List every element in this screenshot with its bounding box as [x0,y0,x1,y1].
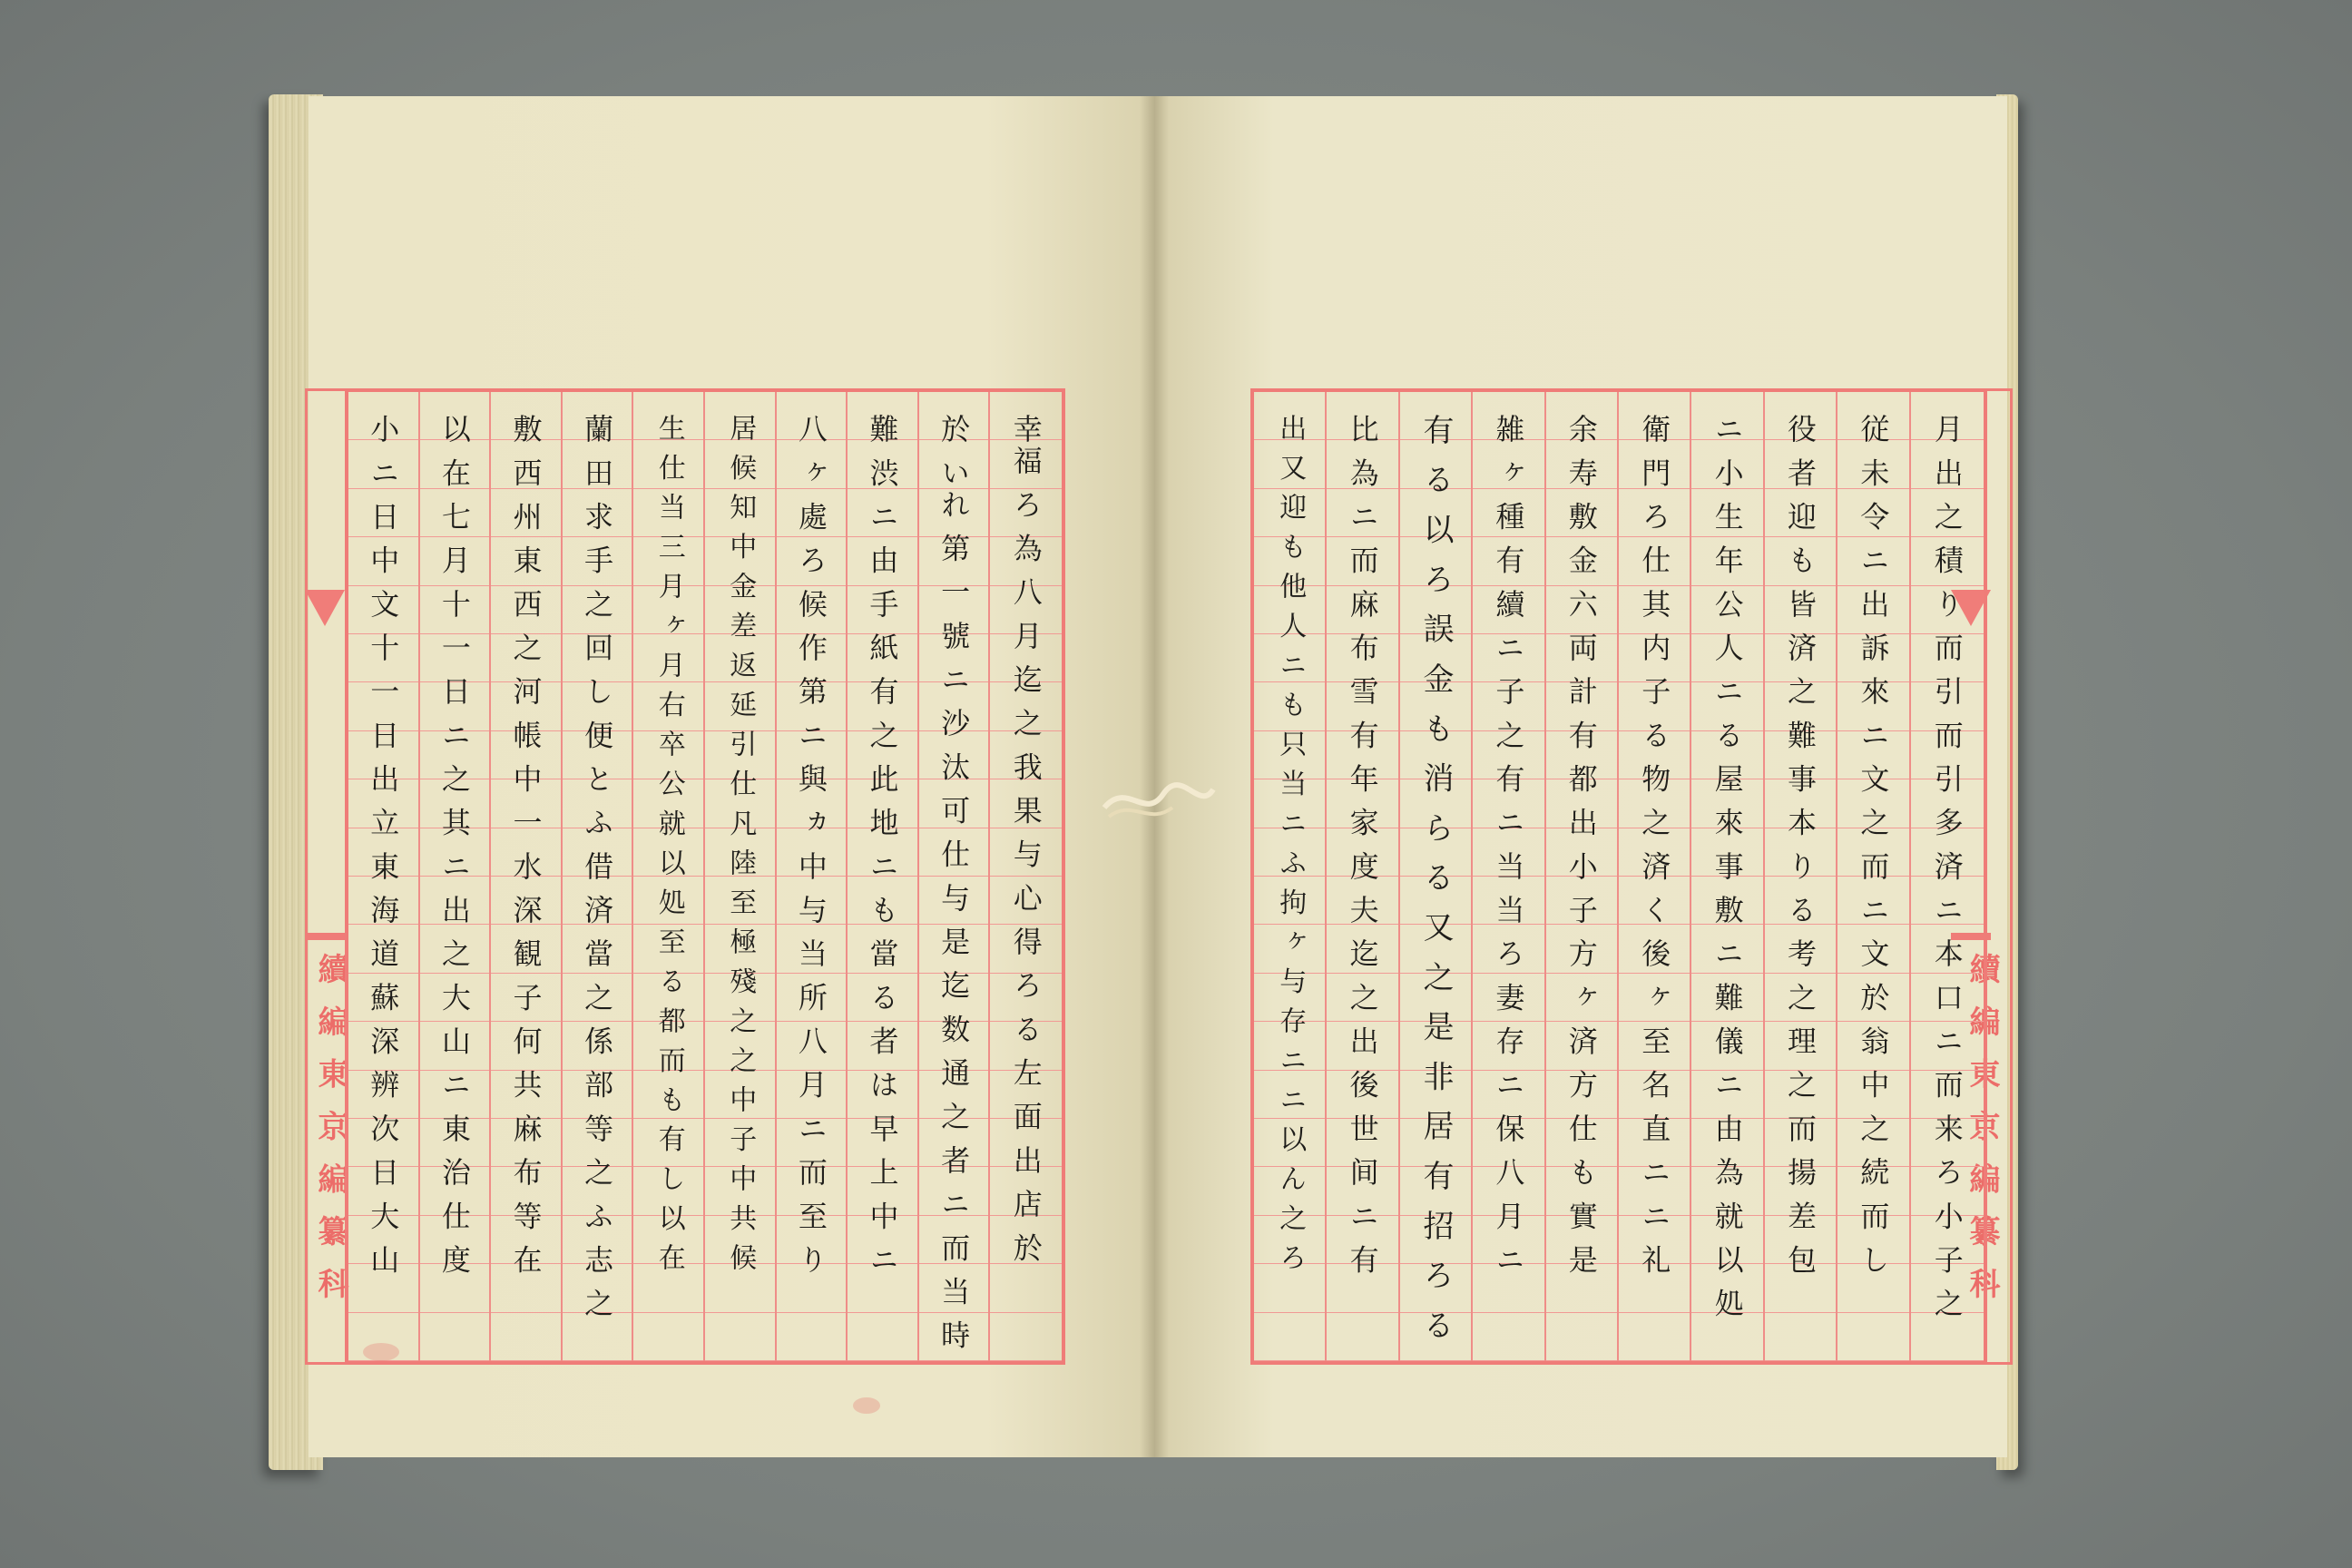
column-text: 八 ヶ 處 ろ 候 作 第 ニ 與 ヵ 中 与 当 所 八 月 ニ 而 至 り [793,414,828,1277]
red-ink-stain [363,1343,399,1361]
column-text: 居 候 知 中 金 差 返 延 引 仕 凡 陸 至 極 殘 之 之 中 子 中 共 候 [724,414,757,1273]
grid-cell [1911,1313,1984,1361]
red-ink-stain [853,1397,880,1414]
grid-cell [1619,1313,1690,1361]
grid-cell [1765,1313,1836,1361]
text-column [1911,392,1984,1361]
grid-cell [990,1264,1062,1312]
column-text: 蘭 田 求 手 之 回 し 便 と ふ 借 済 當 之 係 部 等 之 ふ 志 之 [580,414,615,1320]
text-column [1473,392,1545,1361]
column-text: 余 寿 敷 金 六 両 計 有 都 出 小 子 方 ヶ 済 方 仕 も 實 是 [1563,414,1599,1277]
text-column [990,392,1062,1361]
binding-thread [1100,771,1218,826]
column-text: 生 仕 当 三 月 ヶ 月 右 卒 公 就 以 処 至 る 都 而 も 有 し 以 在 [652,414,685,1273]
column-text: 以 在 七 月 十 一 日 ニ 之 其 ニ 出 之 大 山 ニ 東 治 仕 度 [436,414,472,1277]
text-column [705,392,777,1361]
grid-cell [563,1313,632,1361]
text-column [563,392,634,1361]
text-column [1619,392,1691,1361]
text-column [491,392,563,1361]
column-text: ニ 小 生 年 公 人 ニ る 屋 來 事 敷 ニ 難 儀 ニ 由 為 就 以 処 [1710,414,1745,1320]
text-column [1400,392,1473,1361]
text-column [1691,392,1764,1361]
column-text: 難 渋 ニ 由 手 紙 有 之 此 地 ニ も 當 る 者 は 早 上 中 ニ [865,414,900,1277]
grid-cell [990,1313,1062,1361]
grid-cell [705,1313,775,1361]
column-text: 敷 西 州 東 西 之 河 帳 中 一 水 深 観 子 何 共 麻 布 等 在 [508,414,544,1277]
grid-cell [848,1313,917,1361]
text-column [348,392,420,1361]
column-text: 出 又 迎 も 他 人 ニ も 只 当 ニ ふ 拘 ヶ 与 存 ニ ニ 以 ん 之 ろ [1274,414,1307,1273]
grid-cell [1254,1313,1325,1361]
grid-cell [1473,1313,1544,1361]
text-column [1254,392,1327,1361]
right-spine-title: 續 編 東 京 編 纂 科 [1964,953,2000,1305]
grid-cell [777,1313,847,1361]
grid-cell [1546,1313,1617,1361]
left-margin-bar [305,933,345,940]
left-manuscript-grid [345,388,1065,1365]
grid-cell [491,1313,561,1361]
column-text: 比 為 ニ 而 麻 布 雪 有 年 家 度 夫 迄 之 出 後 世 间 ニ 有 [1345,414,1380,1277]
text-column [1327,392,1399,1361]
grid-cell [1327,1313,1397,1361]
column-text: 於 いれ 第 一 號 ニ 沙 汰 可 仕 与 是 迄 数 通 之 者 ニ 而 当 時 [936,414,972,1352]
column-text: 役 者 迎 も 皆 済 之 難 事 本 り る 考 之 理 之 而 揚 差 包 [1782,414,1818,1277]
column-text: 雑 ヶ 種 有 續 ニ 子 之 有 ニ 当 当 ろ 妻 存 ニ 保 八 月 ニ [1491,414,1526,1277]
grid-cell [633,1313,703,1361]
grid-cell [1691,1313,1762,1361]
grid-cell [420,1313,490,1361]
right-manuscript-grid [1250,388,1987,1365]
grid-cell [1838,1313,1908,1361]
text-column [1765,392,1838,1361]
left-spine-title: 續 編 東 京 編 纂 科 [312,953,348,1305]
text-column [777,392,848,1361]
text-column [919,392,991,1361]
text-column [1546,392,1619,1361]
column-text: 月 出 之 積 り 而 引 而 引 多 済 ニ 本 口 ニ 而 来 ろ 小 子 之 [1929,414,1965,1320]
text-column [1838,392,1910,1361]
left-fishtail-mark [305,590,345,626]
column-text: 小 ニ 日 中 文 十 一 日 出 立 東 海 道 蘇 深 辨 次 日 大 山 [366,414,401,1277]
text-column [420,392,492,1361]
column-text: 衛 門 ろ 仕 其 内 子 る 物 之 済 く 後 ヶ 至 名 直 ニ ニ 礼 [1637,414,1672,1277]
text-column [633,392,705,1361]
column-text: 有 る 以 ろ 誤 金 も 消 ら る 又 之 是 非 居 有 招 ろ る [1416,414,1454,1345]
column-text: 幸福 ろ 為 八 月 迄 之 我 果 与 心 得 ろ る 左 面 出 店 於 [1008,414,1044,1265]
column-text: 従 未 令 ニ 出 訴 來 ニ 文 之 而 ニ 文 於 翁 中 之 続 而 し [1856,414,1891,1277]
text-column [848,392,919,1361]
